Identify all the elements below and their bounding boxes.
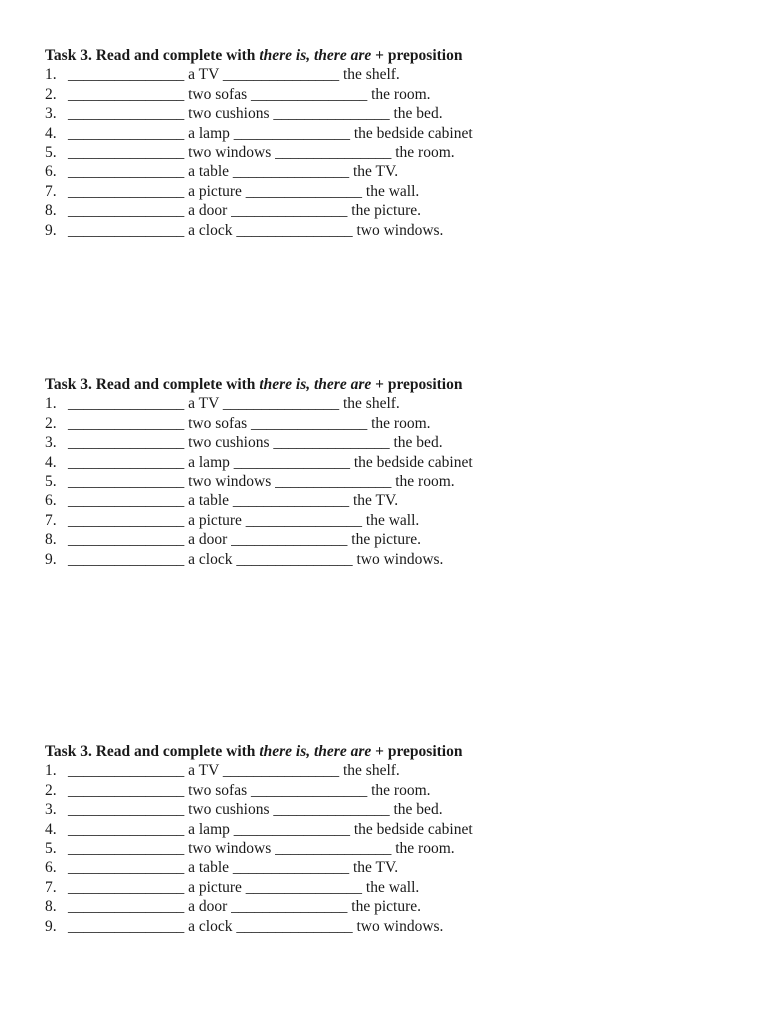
item-text: _______________ a lamp _______________ the bedside cabinet [68,124,473,142]
item-text: _______________ a picture _______________ the wall. [68,878,420,896]
exercise-item [45,530,745,549]
task-block-1 [45,46,745,240]
task-title-italic: there is, there are [259,743,372,760]
item-number: 3. [45,105,57,123]
exercise-item [45,201,745,220]
item-text: _______________ a lamp _______________ the bedside cabinet [68,453,473,471]
exercise-item [45,124,745,143]
item-number: 5. [45,839,57,857]
item-text: _______________ two cushions _______________ the bed. [68,434,443,452]
item-text: _______________ a TV _______________ the shelf. [68,66,400,84]
exercise-item [45,800,745,819]
task-block-3 [45,742,745,936]
item-number: 2. [45,85,57,103]
exercise-item [45,162,745,181]
task-title-suffix: + preposition [371,47,463,64]
item-text: _______________ two sofas _______________ the room. [68,85,431,103]
item-text: _______________ two windows _______________ the room. [68,143,455,161]
task-title-prefix: Task 3. Read and complete with [45,376,260,393]
item-number: 9. [45,550,57,568]
item-number: 7. [45,878,57,896]
item-text: _______________ two windows _______________ the room. [68,472,455,490]
item-number: 7. [45,182,57,200]
item-number: 4. [45,453,57,471]
item-number: 4. [45,820,57,838]
task-title-suffix: + preposition [371,743,463,760]
item-text: _______________ two cushions _______________ the bed. [68,105,443,123]
exercise-item [45,550,745,569]
exercise-item [45,143,745,162]
item-text: _______________ a table _______________ the TV. [68,859,399,877]
item-text: _______________ a TV _______________ the shelf. [68,395,400,413]
item-number: 9. [45,917,57,935]
item-text: _______________ two cushions _______________ the bed. [68,801,443,819]
item-number: 8. [45,898,57,916]
task-title-italic: there is, there are [259,47,372,64]
item-text: _______________ a picture _______________ the wall. [68,511,420,529]
exercise-item [45,858,745,877]
exercise-item [45,85,745,104]
item-text: _______________ a lamp _______________ the bedside cabinet [68,820,473,838]
item-text: _______________ a door _______________ the picture. [68,898,422,916]
item-text: _______________ two sofas _______________ the room. [68,414,431,432]
exercise-item [45,394,745,413]
item-number: 5. [45,143,57,161]
item-number: 2. [45,414,57,432]
exercise-item [45,453,745,472]
item-text: _______________ a TV _______________ the shelf. [68,762,400,780]
item-text: _______________ two windows _______________ the room. [68,839,455,857]
item-number: 8. [45,531,57,549]
exercise-item [45,820,745,839]
item-text: _______________ a clock _______________ two windows. [68,917,444,935]
exercise-item [45,221,745,240]
exercise-item [45,65,745,84]
item-number: 3. [45,801,57,819]
exercise-item [45,472,745,491]
item-text: _______________ a table _______________ the TV. [68,163,399,181]
item-number: 1. [45,762,57,780]
item-text: _______________ a door _______________ the picture. [68,202,422,220]
item-number: 2. [45,781,57,799]
exercise-item [45,414,745,433]
item-number: 6. [45,163,57,181]
exercise-item [45,897,745,916]
task-title-suffix: + preposition [371,376,463,393]
item-text: _______________ a door _______________ the picture. [68,531,422,549]
item-number: 8. [45,202,57,220]
exercise-item [45,781,745,800]
task-title-prefix: Task 3. Read and complete with [45,47,260,64]
task-title [45,742,745,761]
item-number: 7. [45,511,57,529]
exercise-item [45,878,745,897]
item-number: 1. [45,66,57,84]
item-text: _______________ a clock _______________ two windows. [68,550,444,568]
task-block-2 [45,375,745,569]
item-number: 1. [45,395,57,413]
item-number: 4. [45,124,57,142]
item-text: _______________ a clock _______________ two windows. [68,221,444,239]
item-text: _______________ a picture _______________ the wall. [68,182,420,200]
item-number: 3. [45,434,57,452]
task-title [45,375,745,394]
item-text: _______________ two sofas _______________ the room. [68,781,431,799]
exercise-item [45,511,745,530]
exercise-item [45,104,745,123]
exercise-item [45,839,745,858]
task-title-italic: there is, there are [259,376,372,393]
item-number: 6. [45,492,57,510]
task-title-prefix: Task 3. Read and complete with [45,743,260,760]
item-number: 5. [45,472,57,490]
exercise-item [45,917,745,936]
exercise-item [45,491,745,510]
task-title [45,46,745,65]
exercise-item [45,433,745,452]
item-number: 9. [45,221,57,239]
item-text: _______________ a table _______________ the TV. [68,492,399,510]
exercise-item [45,182,745,201]
exercise-item [45,761,745,780]
item-number: 6. [45,859,57,877]
